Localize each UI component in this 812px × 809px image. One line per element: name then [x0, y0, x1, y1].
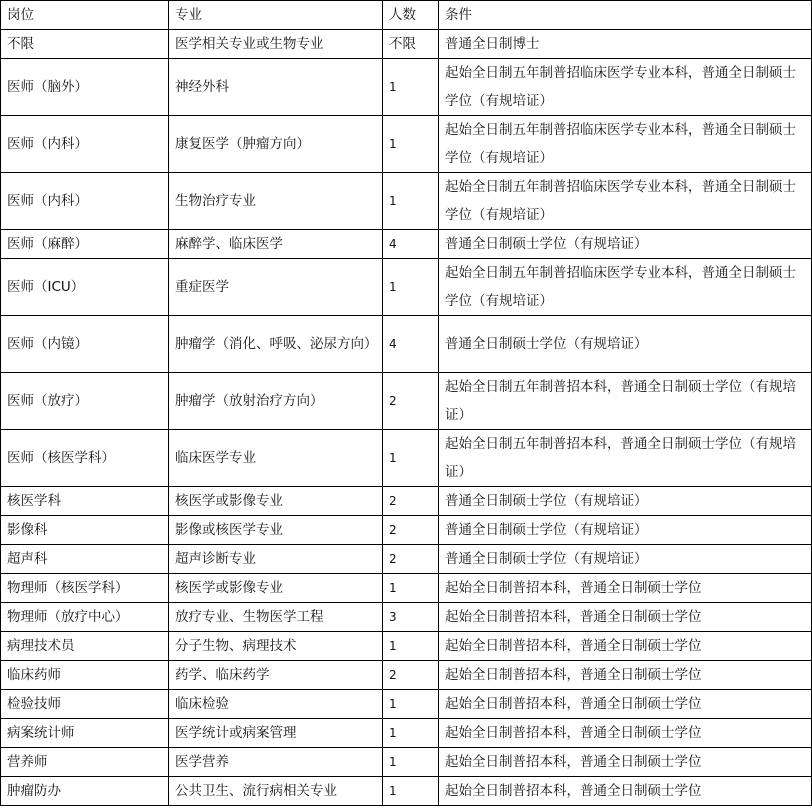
- cell-condition: 普通全日制硕士学位（有规培证）: [439, 516, 812, 545]
- cell-major: 医学相关专业或生物专业: [169, 30, 383, 59]
- cell-major: 影像或核医学专业: [169, 516, 383, 545]
- cell-condition: 起始全日制普招本科，普通全日制硕士学位: [439, 603, 812, 632]
- cell-count: 1: [383, 719, 439, 748]
- table-row: [1, 373, 812, 430]
- cell-major: 临床医学专业: [169, 430, 383, 487]
- cell-count: 1: [383, 690, 439, 719]
- cell-count: 不限: [383, 30, 439, 59]
- cell-major: 临床检验: [169, 690, 383, 719]
- table-row: [1, 603, 812, 632]
- cell-post: 医师（内科）: [1, 173, 169, 230]
- cell-count: 4: [383, 230, 439, 259]
- cell-post: 临床药师: [1, 661, 169, 690]
- cell-post: 物理师（放疗中心）: [1, 603, 169, 632]
- cell-major: 康复医学（肿瘤方向）: [169, 116, 383, 173]
- cell-post: 不限: [1, 30, 169, 59]
- cell-major: 超声诊断专业: [169, 545, 383, 574]
- cell-condition: 起始全日制普招本科，普通全日制硕士学位: [439, 661, 812, 690]
- cell-major: 神经外科: [169, 59, 383, 116]
- cell-count: 2: [383, 545, 439, 574]
- cell-post: 肿瘤防办: [1, 777, 169, 806]
- cell-count: 2: [383, 487, 439, 516]
- cell-post: 医师（脑外）: [1, 59, 169, 116]
- table-row: [1, 545, 812, 574]
- cell-major: 肿瘤学（消化、呼吸、泌尿方向）: [169, 316, 383, 373]
- cell-condition: 起始全日制普招本科，普通全日制硕士学位: [439, 748, 812, 777]
- cell-count: 1: [383, 748, 439, 777]
- cell-post: 医师（放疗）: [1, 373, 169, 430]
- table-row: [1, 259, 812, 316]
- cell-condition: 起始全日制普招本科，普通全日制硕士学位: [439, 777, 812, 806]
- cell-condition: 起始全日制五年制普招临床医学专业本科，普通全日制硕士学位（有规培证）: [439, 116, 812, 173]
- table-row: [1, 430, 812, 487]
- cell-major: 生物治疗专业: [169, 173, 383, 230]
- cell-post: 影像科: [1, 516, 169, 545]
- cell-post: 医师（麻醉）: [1, 230, 169, 259]
- cell-major: 放疗专业、生物医学工程: [169, 603, 383, 632]
- cell-post: 医师（核医学科）: [1, 430, 169, 487]
- cell-post: 医师（ICU）: [1, 259, 169, 316]
- header-condition: 条件: [439, 1, 812, 30]
- cell-count: 1: [383, 632, 439, 661]
- cell-post: 检验技师: [1, 690, 169, 719]
- table-row: [1, 116, 812, 173]
- cell-condition: 普通全日制硕士学位（有规培证）: [439, 230, 812, 259]
- cell-condition: 起始全日制普招本科，普通全日制硕士学位: [439, 574, 812, 603]
- cell-post: 医师（内镜）: [1, 316, 169, 373]
- table-row: [1, 748, 812, 777]
- cell-post: 超声科: [1, 545, 169, 574]
- table-header-row: [1, 1, 812, 30]
- cell-count: 1: [383, 430, 439, 487]
- table-row: [1, 690, 812, 719]
- cell-major: 重症医学: [169, 259, 383, 316]
- cell-major: 核医学或影像专业: [169, 574, 383, 603]
- cell-major: 肿瘤学（放射治疗方向）: [169, 373, 383, 430]
- cell-post: 营养师: [1, 748, 169, 777]
- table-row: [1, 173, 812, 230]
- cell-count: 2: [383, 373, 439, 430]
- cell-condition: 起始全日制五年制普招本科，普通全日制硕士学位（有规培证）: [439, 373, 812, 430]
- cell-major: 医学统计或病案管理: [169, 719, 383, 748]
- cell-condition: 普通全日制博士: [439, 30, 812, 59]
- cell-condition: 起始全日制普招本科，普通全日制硕士学位: [439, 690, 812, 719]
- cell-major: 药学、临床药学: [169, 661, 383, 690]
- table-row: [1, 516, 812, 545]
- cell-count: 4: [383, 316, 439, 373]
- cell-condition: 起始全日制普招本科，普通全日制硕士学位: [439, 719, 812, 748]
- cell-count: 2: [383, 661, 439, 690]
- table-row: [1, 316, 812, 373]
- cell-condition: 起始全日制普招本科，普通全日制硕士学位: [439, 632, 812, 661]
- cell-count: 1: [383, 116, 439, 173]
- table-row: [1, 574, 812, 603]
- cell-condition: 普通全日制硕士学位（有规培证）: [439, 316, 812, 373]
- header-major: 专业: [169, 1, 383, 30]
- cell-count: 3: [383, 603, 439, 632]
- table-row: [1, 777, 812, 806]
- cell-condition: 起始全日制五年制普招临床医学专业本科，普通全日制硕士学位（有规培证）: [439, 259, 812, 316]
- cell-condition: 起始全日制五年制普招本科，普通全日制硕士学位（有规培证）: [439, 430, 812, 487]
- table-row: [1, 59, 812, 116]
- cell-count: 1: [383, 574, 439, 603]
- cell-count: 1: [383, 777, 439, 806]
- cell-condition: 普通全日制硕士学位（有规培证）: [439, 545, 812, 574]
- cell-post: 核医学科: [1, 487, 169, 516]
- cell-count: 1: [383, 59, 439, 116]
- table-row: [1, 661, 812, 690]
- cell-post: 医师（内科）: [1, 116, 169, 173]
- table-row: [1, 30, 812, 59]
- cell-count: 1: [383, 173, 439, 230]
- cell-post: 病案统计师: [1, 719, 169, 748]
- cell-major: 公共卫生、流行病相关专业: [169, 777, 383, 806]
- cell-major: 核医学或影像专业: [169, 487, 383, 516]
- cell-major: 医学营养: [169, 748, 383, 777]
- table-row: [1, 632, 812, 661]
- header-post: 岗位: [1, 1, 169, 30]
- cell-post: 病理技术员: [1, 632, 169, 661]
- table-row: [1, 719, 812, 748]
- cell-condition: 普通全日制硕士学位（有规培证）: [439, 487, 812, 516]
- cell-post: 物理师（核医学科）: [1, 574, 169, 603]
- cell-count: 1: [383, 259, 439, 316]
- cell-count: 2: [383, 516, 439, 545]
- cell-condition: 起始全日制五年制普招临床医学专业本科，普通全日制硕士学位（有规培证）: [439, 59, 812, 116]
- header-count: 人数: [383, 1, 439, 30]
- table-row: [1, 230, 812, 259]
- cell-condition: 起始全日制五年制普招临床医学专业本科，普通全日制硕士学位（有规培证）: [439, 173, 812, 230]
- cell-major: 分子生物、病理技术: [169, 632, 383, 661]
- table-row: [1, 487, 812, 516]
- cell-major: 麻醉学、临床医学: [169, 230, 383, 259]
